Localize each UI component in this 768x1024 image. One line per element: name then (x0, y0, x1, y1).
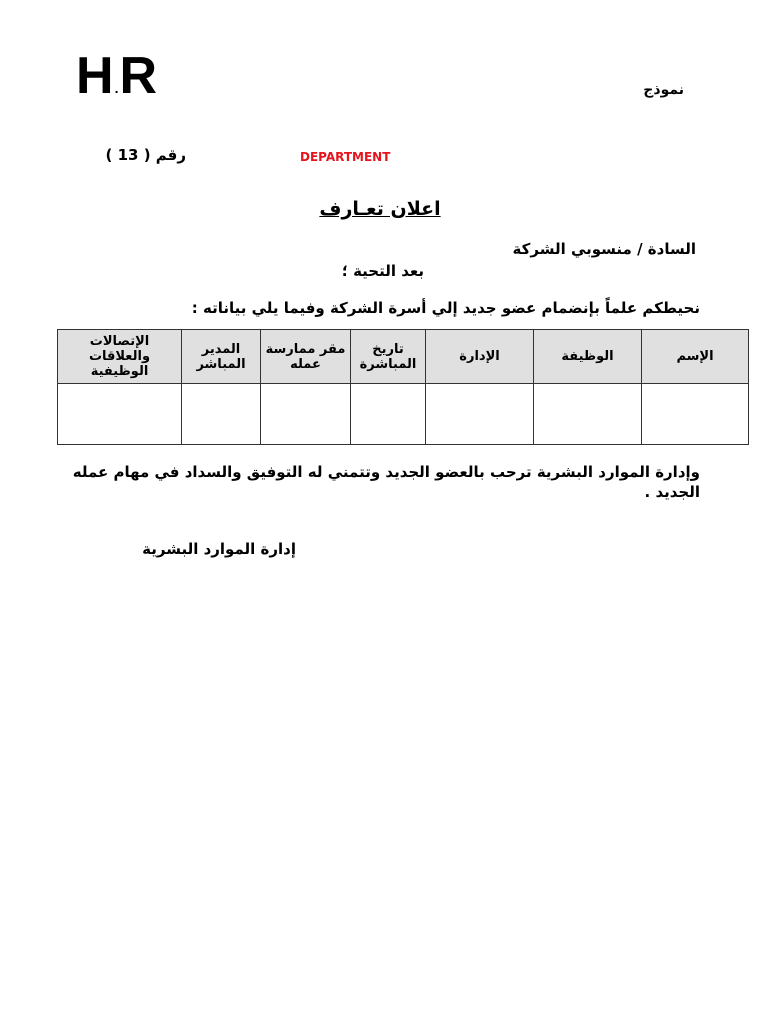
header-work-location: مقر ممارسة عمله (261, 330, 351, 384)
intro-paragraph: نحيطكم علماً بإنضمام عضو جديد إلي أسرة الشركة وفيما يلي بياناته : (191, 299, 700, 317)
header-start-date: تاريخ المباشرة (351, 330, 426, 384)
cell-work-location[interactable] (261, 384, 351, 445)
logo-letter-h: H (76, 47, 113, 105)
header-job: الوظيفة (534, 330, 642, 384)
signature-line: إدارة الموارد البشرية (142, 540, 296, 558)
hr-logo (76, 48, 156, 116)
addressee-line: السادة / منسوبي الشركة (512, 240, 696, 258)
cell-job[interactable] (534, 384, 642, 445)
table-header-row (58, 330, 749, 384)
cell-start-date[interactable] (351, 384, 426, 445)
cell-department[interactable] (426, 384, 534, 445)
cell-name[interactable] (642, 384, 749, 445)
cell-contacts-relations[interactable] (58, 384, 182, 445)
header-contacts-relations: الإتصالات والعلاقات الوظيفية (58, 330, 182, 384)
form-label: نموذج (643, 82, 684, 98)
logo-letter-r: R (119, 47, 157, 105)
header-direct-manager: المدير المباشر (182, 330, 261, 384)
form-number: رقم ( 13 ) (105, 146, 186, 164)
header-name: الإسم (642, 330, 749, 384)
department-label: DEPARTMENT (300, 150, 391, 164)
closing-paragraph: وإدارة الموارد البشرية ترحب بالعضو الجديد وتتمني له التوفيق والسداد في مهام عمله الجديد . (72, 463, 700, 501)
cell-direct-manager[interactable] (182, 384, 261, 445)
document-title: اعلان تعـارف (319, 198, 441, 220)
employee-data-table (57, 329, 749, 445)
table-row (58, 384, 749, 445)
logo-dot: . (114, 80, 118, 96)
header-department: الإدارة (426, 330, 534, 384)
greeting-line: بعد التحية ؛ (341, 262, 424, 280)
